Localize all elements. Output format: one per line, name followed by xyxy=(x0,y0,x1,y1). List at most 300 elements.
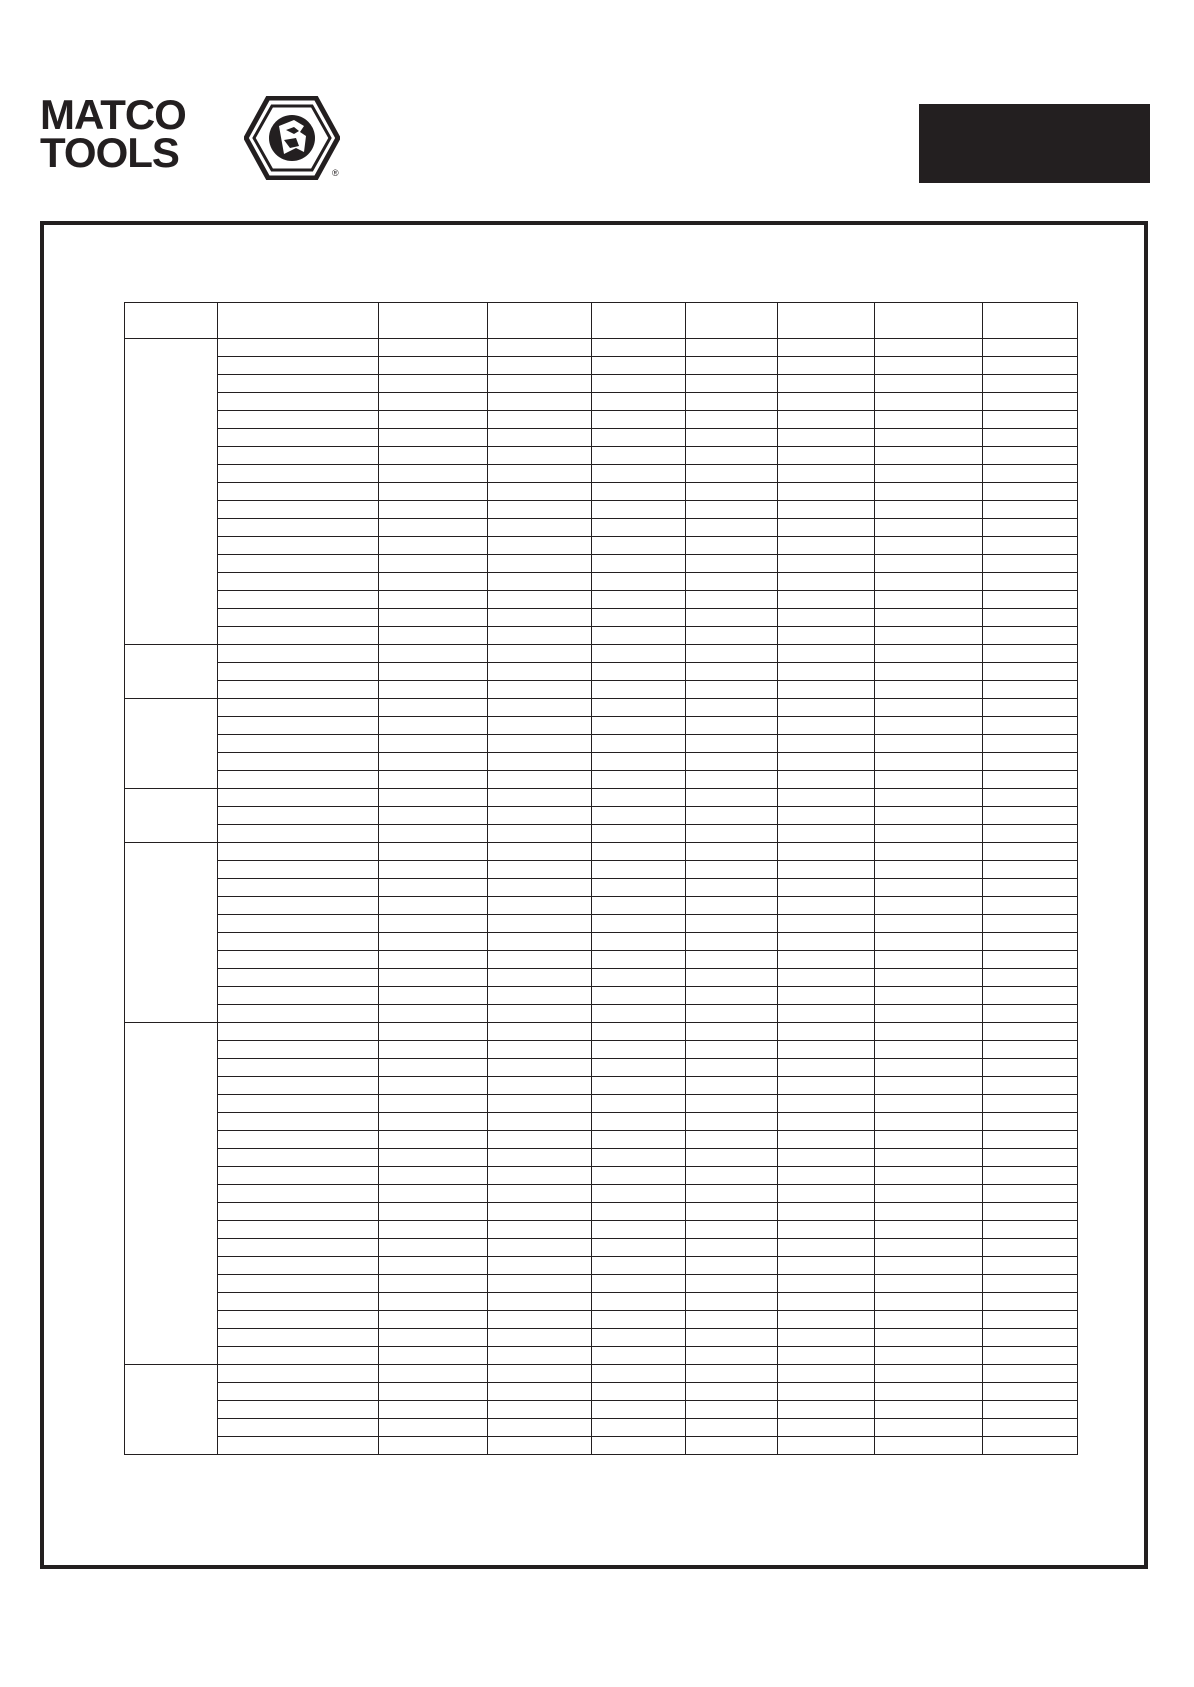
table-cell xyxy=(983,1149,1078,1167)
table-cell xyxy=(778,987,875,1005)
column-header xyxy=(778,303,875,339)
table-cell xyxy=(983,987,1078,1005)
table-cell xyxy=(983,1347,1078,1365)
table-cell xyxy=(875,1329,983,1347)
table-cell xyxy=(218,1041,379,1059)
table-cell xyxy=(379,933,488,951)
table-cell xyxy=(983,1203,1078,1221)
table-cell xyxy=(488,807,592,825)
table-cell xyxy=(778,1203,875,1221)
table-cell xyxy=(379,1005,488,1023)
table-cell xyxy=(379,1131,488,1149)
table-cell xyxy=(379,465,488,483)
table-cell xyxy=(983,969,1078,987)
table-cell xyxy=(686,1419,778,1437)
table-cell xyxy=(686,969,778,987)
table-cell xyxy=(983,393,1078,411)
table-cell xyxy=(379,1329,488,1347)
table-cell xyxy=(488,339,592,357)
table-cell xyxy=(488,1023,592,1041)
table-row xyxy=(125,1149,1078,1167)
table-cell xyxy=(218,627,379,645)
table-row xyxy=(125,375,1078,393)
table-cell xyxy=(686,1347,778,1365)
table-cell xyxy=(592,789,686,807)
table-cell xyxy=(686,933,778,951)
table-cell xyxy=(875,987,983,1005)
table-cell xyxy=(778,1329,875,1347)
table-cell xyxy=(218,645,379,663)
table-row xyxy=(125,1023,1078,1041)
table-cell xyxy=(379,555,488,573)
table-cell xyxy=(686,861,778,879)
table-cell xyxy=(488,699,592,717)
table-cell xyxy=(379,375,488,393)
table-cell xyxy=(778,627,875,645)
table-cell xyxy=(983,375,1078,393)
table-row xyxy=(125,627,1078,645)
table-cell xyxy=(983,1023,1078,1041)
table-cell xyxy=(778,735,875,753)
table-cell xyxy=(488,1167,592,1185)
table-cell xyxy=(983,501,1078,519)
table-row xyxy=(125,825,1078,843)
table-cell xyxy=(983,753,1078,771)
table-cell xyxy=(592,627,686,645)
table-cell xyxy=(218,1203,379,1221)
table-cell xyxy=(686,1383,778,1401)
table-cell xyxy=(592,1311,686,1329)
table-cell xyxy=(488,609,592,627)
table-cell xyxy=(592,771,686,789)
table-cell xyxy=(488,1275,592,1293)
table-row xyxy=(125,1005,1078,1023)
table-cell xyxy=(983,933,1078,951)
table-cell xyxy=(875,1149,983,1167)
table-cell xyxy=(875,1401,983,1419)
table-row xyxy=(125,1419,1078,1437)
table-cell xyxy=(592,393,686,411)
table-cell xyxy=(218,465,379,483)
table-cell xyxy=(379,735,488,753)
table-cell xyxy=(778,501,875,519)
table-cell xyxy=(592,501,686,519)
table-row xyxy=(125,1113,1078,1131)
table-cell xyxy=(592,375,686,393)
table-row xyxy=(125,915,1078,933)
table-cell xyxy=(218,1113,379,1131)
table-cell xyxy=(488,753,592,771)
table-cell xyxy=(488,1131,592,1149)
table-cell xyxy=(778,609,875,627)
table-cell xyxy=(592,1221,686,1239)
table-cell xyxy=(218,573,379,591)
table-cell xyxy=(778,807,875,825)
table-row xyxy=(125,1131,1078,1149)
group-label-cell xyxy=(125,699,218,789)
table-cell xyxy=(875,681,983,699)
table-cell xyxy=(983,699,1078,717)
table-cell xyxy=(686,393,778,411)
table-cell xyxy=(218,447,379,465)
table-cell xyxy=(875,753,983,771)
table-cell xyxy=(875,591,983,609)
table-cell xyxy=(592,1437,686,1455)
table-cell xyxy=(983,645,1078,663)
table-row xyxy=(125,735,1078,753)
table-cell xyxy=(488,447,592,465)
table-cell xyxy=(778,1239,875,1257)
table-cell xyxy=(778,753,875,771)
table-cell xyxy=(875,843,983,861)
table-cell xyxy=(686,915,778,933)
table-cell xyxy=(875,519,983,537)
table-cell xyxy=(778,681,875,699)
table-cell xyxy=(983,1095,1078,1113)
table-cell xyxy=(379,879,488,897)
table-cell xyxy=(592,1257,686,1275)
table-cell xyxy=(983,1131,1078,1149)
table-cell xyxy=(218,1437,379,1455)
table-cell xyxy=(875,573,983,591)
table-cell xyxy=(592,915,686,933)
table-cell xyxy=(379,1077,488,1095)
parts-table xyxy=(124,302,1078,1455)
table-cell xyxy=(218,717,379,735)
table-cell xyxy=(488,1005,592,1023)
table-cell xyxy=(778,933,875,951)
table-cell xyxy=(592,1167,686,1185)
table-cell xyxy=(488,771,592,789)
table-cell xyxy=(218,357,379,375)
table-cell xyxy=(488,537,592,555)
table-cell xyxy=(379,663,488,681)
table-cell xyxy=(778,411,875,429)
table-cell xyxy=(983,1383,1078,1401)
table-cell xyxy=(379,1203,488,1221)
table-cell xyxy=(592,897,686,915)
table-cell xyxy=(379,1185,488,1203)
table-cell xyxy=(875,555,983,573)
table-cell xyxy=(218,591,379,609)
table-cell xyxy=(379,1275,488,1293)
table-cell xyxy=(686,465,778,483)
table-row xyxy=(125,663,1078,681)
table-cell xyxy=(218,1095,379,1113)
table-cell xyxy=(778,447,875,465)
table-cell xyxy=(875,465,983,483)
table-cell xyxy=(875,447,983,465)
table-cell xyxy=(983,573,1078,591)
group-label-cell xyxy=(125,339,218,645)
table-cell xyxy=(778,1059,875,1077)
table-cell xyxy=(686,735,778,753)
table-cell xyxy=(875,1023,983,1041)
table-cell xyxy=(686,951,778,969)
table-cell xyxy=(218,1221,379,1239)
table-row xyxy=(125,681,1078,699)
table-cell xyxy=(592,861,686,879)
table-cell xyxy=(379,627,488,645)
table-cell xyxy=(778,1023,875,1041)
table-cell xyxy=(488,357,592,375)
table-cell xyxy=(592,519,686,537)
table-cell xyxy=(875,1005,983,1023)
table-cell xyxy=(983,627,1078,645)
table-row xyxy=(125,753,1078,771)
table-cell xyxy=(488,1095,592,1113)
table-cell xyxy=(592,1095,686,1113)
table-cell xyxy=(686,699,778,717)
table-cell xyxy=(686,519,778,537)
table-cell xyxy=(875,1203,983,1221)
table-cell xyxy=(592,663,686,681)
table-cell xyxy=(218,663,379,681)
table-cell xyxy=(875,645,983,663)
table-cell xyxy=(379,447,488,465)
table-row xyxy=(125,555,1078,573)
table-cell xyxy=(686,1365,778,1383)
table-cell xyxy=(778,717,875,735)
table-cell xyxy=(488,861,592,879)
parts-table-body xyxy=(125,303,1078,1455)
table-cell xyxy=(686,1239,778,1257)
table-cell xyxy=(778,339,875,357)
table-cell xyxy=(875,339,983,357)
table-cell xyxy=(592,1401,686,1419)
table-cell xyxy=(379,1059,488,1077)
table-cell xyxy=(218,771,379,789)
group-label-cell xyxy=(125,645,218,699)
table-cell xyxy=(379,987,488,1005)
table-cell xyxy=(983,1419,1078,1437)
table-cell xyxy=(218,1077,379,1095)
table-row xyxy=(125,1221,1078,1239)
table-cell xyxy=(778,375,875,393)
table-cell xyxy=(686,375,778,393)
table-row xyxy=(125,933,1078,951)
table-cell xyxy=(686,1131,778,1149)
table-cell xyxy=(488,1239,592,1257)
table-cell xyxy=(218,1329,379,1347)
table-row xyxy=(125,951,1078,969)
table-cell xyxy=(592,879,686,897)
table-cell xyxy=(218,1257,379,1275)
table-row xyxy=(125,879,1078,897)
table-cell xyxy=(686,483,778,501)
table-cell xyxy=(778,1005,875,1023)
table-cell xyxy=(983,897,1078,915)
table-cell xyxy=(983,1239,1078,1257)
table-cell xyxy=(379,1023,488,1041)
table-cell xyxy=(592,1023,686,1041)
table-cell xyxy=(218,1005,379,1023)
table-cell xyxy=(875,1113,983,1131)
table-row xyxy=(125,465,1078,483)
table-cell xyxy=(488,465,592,483)
table-cell xyxy=(778,573,875,591)
table-cell xyxy=(875,1257,983,1275)
column-header xyxy=(592,303,686,339)
table-cell xyxy=(379,771,488,789)
table-cell xyxy=(875,1221,983,1239)
table-row xyxy=(125,1077,1078,1095)
table-cell xyxy=(379,1221,488,1239)
table-cell xyxy=(778,1293,875,1311)
table-cell xyxy=(686,1437,778,1455)
table-cell xyxy=(592,1347,686,1365)
table-cell xyxy=(379,915,488,933)
table-cell xyxy=(218,807,379,825)
table-cell xyxy=(488,519,592,537)
group-label-cell xyxy=(125,789,218,843)
table-cell xyxy=(875,861,983,879)
table-cell xyxy=(592,1419,686,1437)
table-cell xyxy=(488,879,592,897)
table-row xyxy=(125,1275,1078,1293)
table-cell xyxy=(218,879,379,897)
table-cell xyxy=(983,1257,1078,1275)
table-cell xyxy=(218,1383,379,1401)
group-label-cell xyxy=(125,843,218,1023)
table-cell xyxy=(488,1185,592,1203)
table-cell xyxy=(488,1329,592,1347)
table-cell xyxy=(686,609,778,627)
table-cell xyxy=(983,519,1078,537)
matco-tools-logo xyxy=(40,91,340,180)
table-cell xyxy=(875,1131,983,1149)
table-cell xyxy=(778,1257,875,1275)
table-cell xyxy=(983,447,1078,465)
table-cell xyxy=(488,555,592,573)
table-cell xyxy=(218,753,379,771)
table-cell xyxy=(592,987,686,1005)
table-cell xyxy=(875,1293,983,1311)
table-cell xyxy=(379,681,488,699)
table-cell xyxy=(686,663,778,681)
table-cell xyxy=(379,519,488,537)
table-cell xyxy=(875,393,983,411)
table-cell xyxy=(778,645,875,663)
table-cell xyxy=(379,1095,488,1113)
table-cell xyxy=(218,537,379,555)
table-cell xyxy=(488,375,592,393)
table-cell xyxy=(379,1437,488,1455)
table-cell xyxy=(983,555,1078,573)
table-cell xyxy=(488,825,592,843)
table-cell xyxy=(379,807,488,825)
table-cell xyxy=(488,987,592,1005)
table-cell xyxy=(379,1311,488,1329)
table-row xyxy=(125,519,1078,537)
brand-wordmark xyxy=(40,91,186,176)
table-cell xyxy=(592,429,686,447)
table-cell xyxy=(983,735,1078,753)
column-header xyxy=(488,303,592,339)
table-cell xyxy=(778,1275,875,1293)
table-cell xyxy=(488,1419,592,1437)
table-cell xyxy=(379,339,488,357)
table-cell xyxy=(218,1347,379,1365)
table-row xyxy=(125,1095,1078,1113)
table-cell xyxy=(778,789,875,807)
table-cell xyxy=(686,429,778,447)
table-cell xyxy=(488,645,592,663)
table-cell xyxy=(686,681,778,699)
table-cell xyxy=(379,1347,488,1365)
table-row xyxy=(125,807,1078,825)
table-cell xyxy=(592,537,686,555)
table-cell xyxy=(983,1311,1078,1329)
table-cell xyxy=(218,501,379,519)
table-cell xyxy=(379,969,488,987)
table-cell xyxy=(778,483,875,501)
group-label-cell xyxy=(125,1365,218,1455)
table-cell xyxy=(686,1095,778,1113)
table-cell xyxy=(592,1185,686,1203)
table-cell xyxy=(983,1275,1078,1293)
table-cell xyxy=(686,1275,778,1293)
table-cell xyxy=(592,969,686,987)
table-cell xyxy=(218,951,379,969)
table-cell xyxy=(686,645,778,663)
table-cell xyxy=(488,1347,592,1365)
table-cell xyxy=(379,501,488,519)
table-cell xyxy=(592,1149,686,1167)
table-cell xyxy=(686,627,778,645)
table-cell xyxy=(218,843,379,861)
table-cell xyxy=(218,339,379,357)
table-row xyxy=(125,1203,1078,1221)
table-cell xyxy=(592,825,686,843)
table-cell xyxy=(218,1167,379,1185)
table-cell xyxy=(218,789,379,807)
table-cell xyxy=(875,1167,983,1185)
table-cell xyxy=(983,1437,1078,1455)
table-cell xyxy=(875,933,983,951)
table-cell xyxy=(983,879,1078,897)
table-cell xyxy=(592,753,686,771)
table-cell xyxy=(592,411,686,429)
table-row xyxy=(125,1185,1078,1203)
table-row xyxy=(125,357,1078,375)
table-cell xyxy=(778,555,875,573)
column-header xyxy=(875,303,983,339)
table-cell xyxy=(686,1077,778,1095)
table-row xyxy=(125,591,1078,609)
table-cell xyxy=(218,1365,379,1383)
table-cell xyxy=(218,699,379,717)
table-cell xyxy=(218,429,379,447)
table-cell xyxy=(218,1239,379,1257)
table-cell xyxy=(778,1437,875,1455)
table-cell xyxy=(778,843,875,861)
table-cell xyxy=(686,1059,778,1077)
table-cell xyxy=(379,357,488,375)
table-cell xyxy=(218,375,379,393)
table-cell xyxy=(875,969,983,987)
table-cell xyxy=(592,357,686,375)
table-cell xyxy=(875,1437,983,1455)
table-cell xyxy=(488,393,592,411)
table-cell xyxy=(379,411,488,429)
table-cell xyxy=(379,1419,488,1437)
table-cell xyxy=(592,339,686,357)
table-cell xyxy=(875,411,983,429)
table-cell xyxy=(218,1023,379,1041)
table-row xyxy=(125,1311,1078,1329)
table-cell xyxy=(379,1293,488,1311)
